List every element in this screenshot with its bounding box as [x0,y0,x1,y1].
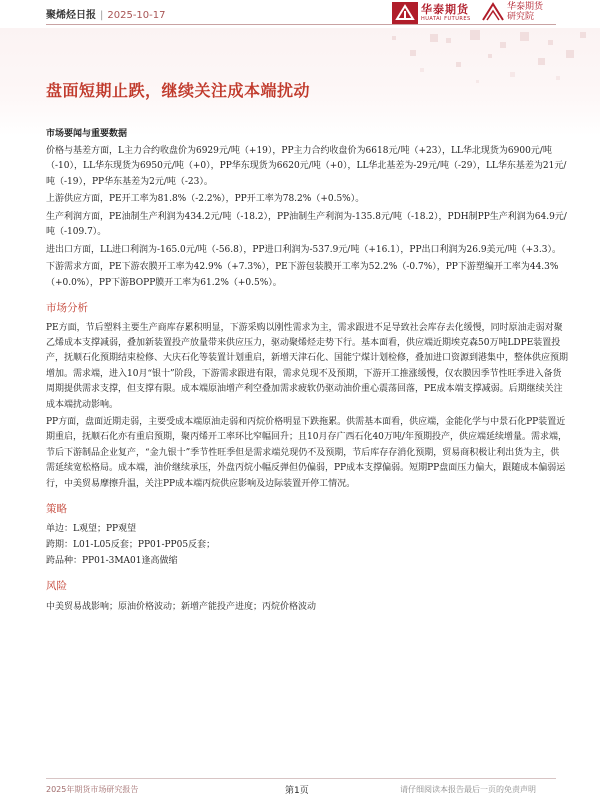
news-paragraph-trade: 进出口方面，LL进口利润为-165.0元/吨（-56.8），PP进口利润为-537.9元/吨（+16.1），PP出口利润为26.9美元/吨（+3.3）。 [46,244,561,255]
report-name: 聚烯烃日报 [46,10,96,21]
footer-rule [46,778,556,779]
header-separator: | [100,10,104,21]
report-body [46,127,568,615]
logo-chinese-name: 华泰期货 [421,3,469,16]
analysis-heading: 市场分析 [46,302,88,314]
report-date: 2025-10-17 [107,10,166,21]
strategy-line-single: 单边：L观望；PP观望 [46,524,137,535]
risk-section [46,579,568,615]
logo-english-name: HUATAI FUTURES [421,16,471,22]
strategy-line-calendar: 跨期：L01-L05反套；PP01-PP05反套； [46,540,216,551]
analysis-paragraph-pp: PP方面，盘面近期走弱，主要受成本端原油走弱和丙烷价格明显下跌拖累。供需基本面看，供应端，金能化学与中景石化PP装置近期重启，抚顺石化亦有重启预期，聚丙烯开工率环比窄幅回升；且10月存广西石化40万吨/年预期投产，供应端延续增量。需求端，节后下游制品企业复产，“金九银十”季节性旺季但是需求端兑现仍不及预期，节后库存存消化预期，贸易商积极让利出货为主，供需延续宽松格局。成本端，油价继续承压，外盘丙烷小幅反弹但仍偏弱，PP成本支撑偏弱。短期PP盘面压力偏大，跟随成本偏弱运行，中美贸易摩擦升温，关注PP成本端丙烷供应影响及边际装置开停工情况。 [46,416,567,489]
huatai-logo-icon [392,2,418,24]
news-paragraph-profit: 生产利润方面，PE油制生产利润为434.2元/吨（-18.2），PP油制生产利润为-135.8元/吨（-18.2），PDH制PP生产利润为64.9元/吨（-109.7）。 [46,211,567,237]
institute-logo-icon [482,2,504,22]
strategy-section [46,502,568,570]
analysis-paragraph-pe: PE方面，节后塑料主要生产商库存累积明显，下游采购以刚性需求为主，需求跟进不足导致社会库存去化缓慢，同时原油走弱对聚乙烯成本支撑减弱，叠加新装置投产放量带来供应压力，驱动聚烯烃走势下行。基本面看，供应端近期埃克森50万吨LDPE装置投产，抚顺石化预期结束检修、大庆石化等装置计划重启，新增天津石化、国能宁煤计划检修，叠加进口资源到港集中，整体供应预期增加。需求端，进入10月“银十”阶段，下游需求跟进有限，需求兑现不及预期，下游开工推涨缓慢，仅农膜因季节性旺季进入备货周期提供需求支撑，但支撑有限。成本端原油增产利空叠加需求疲软仍驱动油价重心震荡回落，PE成本端支撑减弱。后期继续关注成本端扰动影响。 [46,322,569,410]
news-paragraph-supply: 上游供应方面，PE开工率为81.8%（-2.2%），PP开工率为78.2%（+0.5%）。 [46,194,365,204]
page-title: 盘面短期止跌，继续关注成本端扰动 [46,81,311,100]
institute-line-2: 研究院 [507,12,535,23]
news-paragraph-demand: 下游需求方面，PE下游农膜开工率为42.9%（+7.3%），PE下游包装膜开工率为52.2%（-0.7%），PP下游塑编开工率为44.3%（+0.0%），PP下游BOPP膜开工率为61.2%（+0.5%）。 [46,262,559,288]
page-number: 第1页 [285,786,309,796]
strategy-line-cross: 跨品种：PP01-3MA01逢高做缩 [46,556,178,567]
analysis-section [46,301,568,492]
risk-text: 中美贸易战影响；原油价格波动；新增产能投产进度；丙烷价格波动 [46,601,317,612]
huatai-logo [392,2,471,24]
disclaimer-note: 请仔细阅读本报告最后一页的免责声明 [400,785,536,794]
page-header [0,0,600,28]
news-heading: 市场要闻与重要数据 [46,129,128,139]
page-footer [0,778,600,800]
header-rule [46,24,556,25]
institute-line-1: 华泰期货 [507,2,544,12]
strategy-heading: 策略 [46,502,67,515]
report-header [46,6,166,21]
institute-logo [482,2,543,23]
footer-report-label: 2025年期货市场研究报告 [46,785,139,794]
risk-heading: 风险 [46,580,67,593]
news-paragraph-prices: 价格与基差方面，L主力合约收盘价为6929元/吨（+19），PP主力合约收盘价为6618元/吨（+23），LL华北现货为6900元/吨（-10），LL华东现货为6950元/吨（+0），PP华东现货为6620元/吨（+0），LL华北基差为-29元/吨（-29），LL华东基差为21元/吨（-19），PP华东基差为2元/吨（-23）。 [46,145,567,187]
news-section [46,127,568,291]
